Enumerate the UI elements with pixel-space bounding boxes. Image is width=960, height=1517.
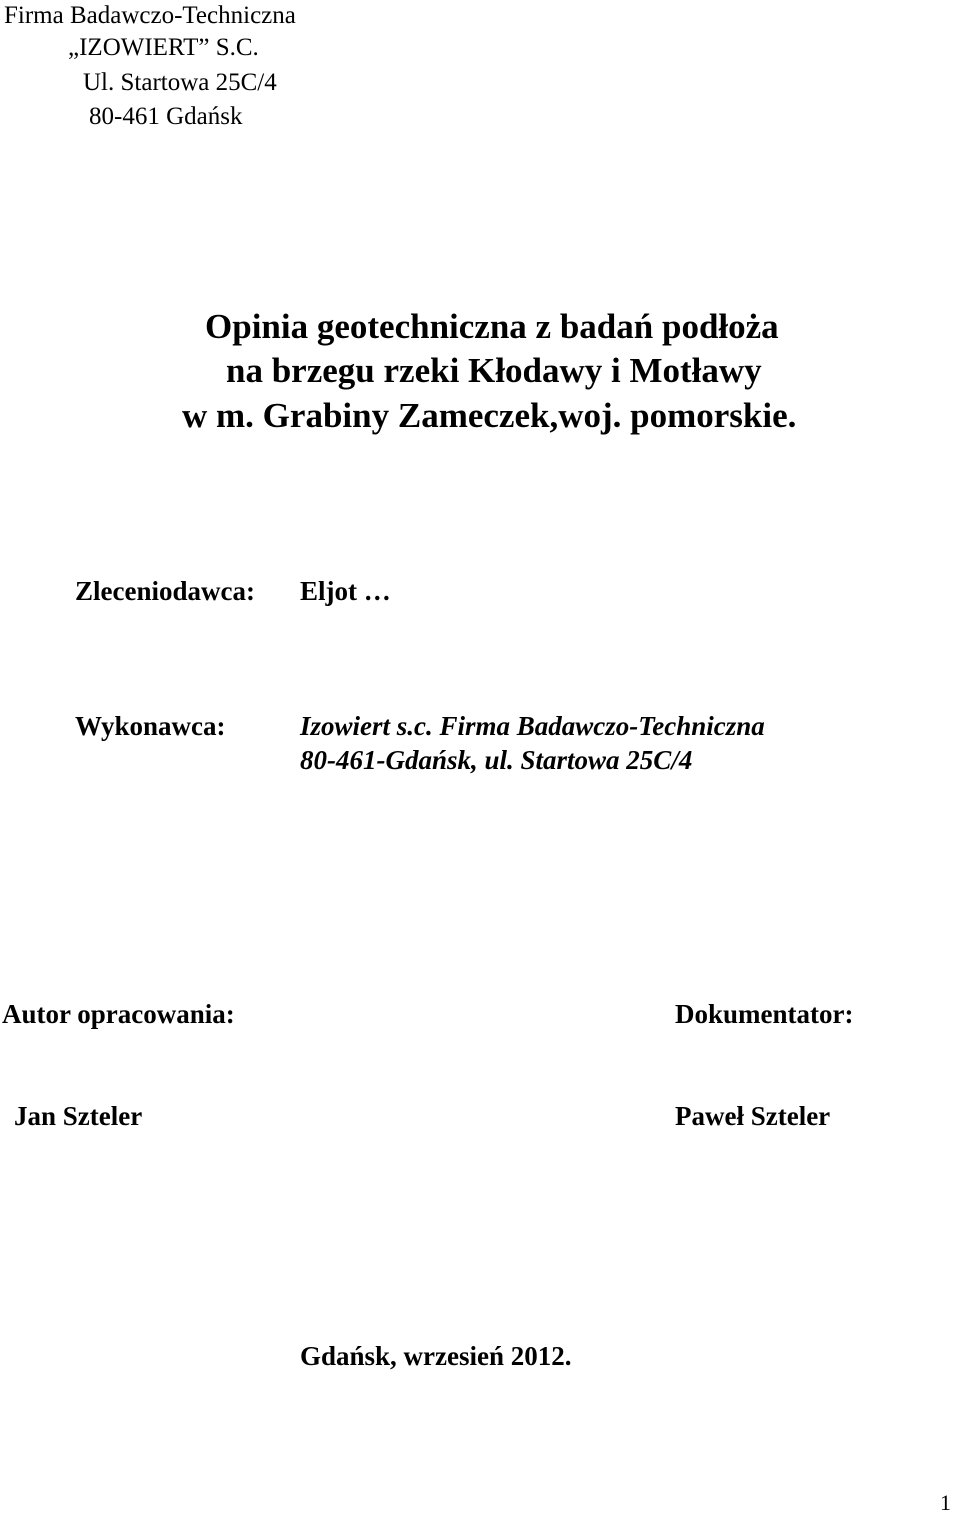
documentalist-name: Paweł Szteler xyxy=(675,1101,831,1131)
contractor-line-2: 80-461-Gdańsk, ul. Startowa 25C/4 xyxy=(300,745,693,775)
contractor-line-1: Izowiert s.c. Firma Badawczo-Techniczna xyxy=(300,711,765,741)
client-value: Eljot … xyxy=(300,576,391,606)
place-and-date: Gdańsk, wrzesień 2012. xyxy=(300,1341,572,1371)
company-short-name: „IZOWIERT” S.C. xyxy=(68,34,259,61)
author-name: Jan Szteler xyxy=(14,1101,143,1131)
contractor-label: Wykonawca: xyxy=(75,711,226,741)
company-city: 80-461 Gdańsk xyxy=(89,103,243,130)
client-label: Zleceniodawca: xyxy=(75,576,255,606)
title-line-1: Opinia geotechniczna z badań podłoża xyxy=(205,307,779,346)
company-street: Ul. Startowa 25C/4 xyxy=(83,69,277,96)
title-line-2: na brzegu rzeki Kłodawy i Motławy xyxy=(226,351,762,390)
author-label: Autor opracowania: xyxy=(2,999,235,1029)
title-line-3: w m. Grabiny Zameczek,woj. pomorskie. xyxy=(182,396,797,435)
page-number: 1 xyxy=(940,1490,951,1515)
company-name: Firma Badawczo-Techniczna xyxy=(4,2,296,29)
documentalist-label: Dokumentator: xyxy=(675,999,854,1029)
